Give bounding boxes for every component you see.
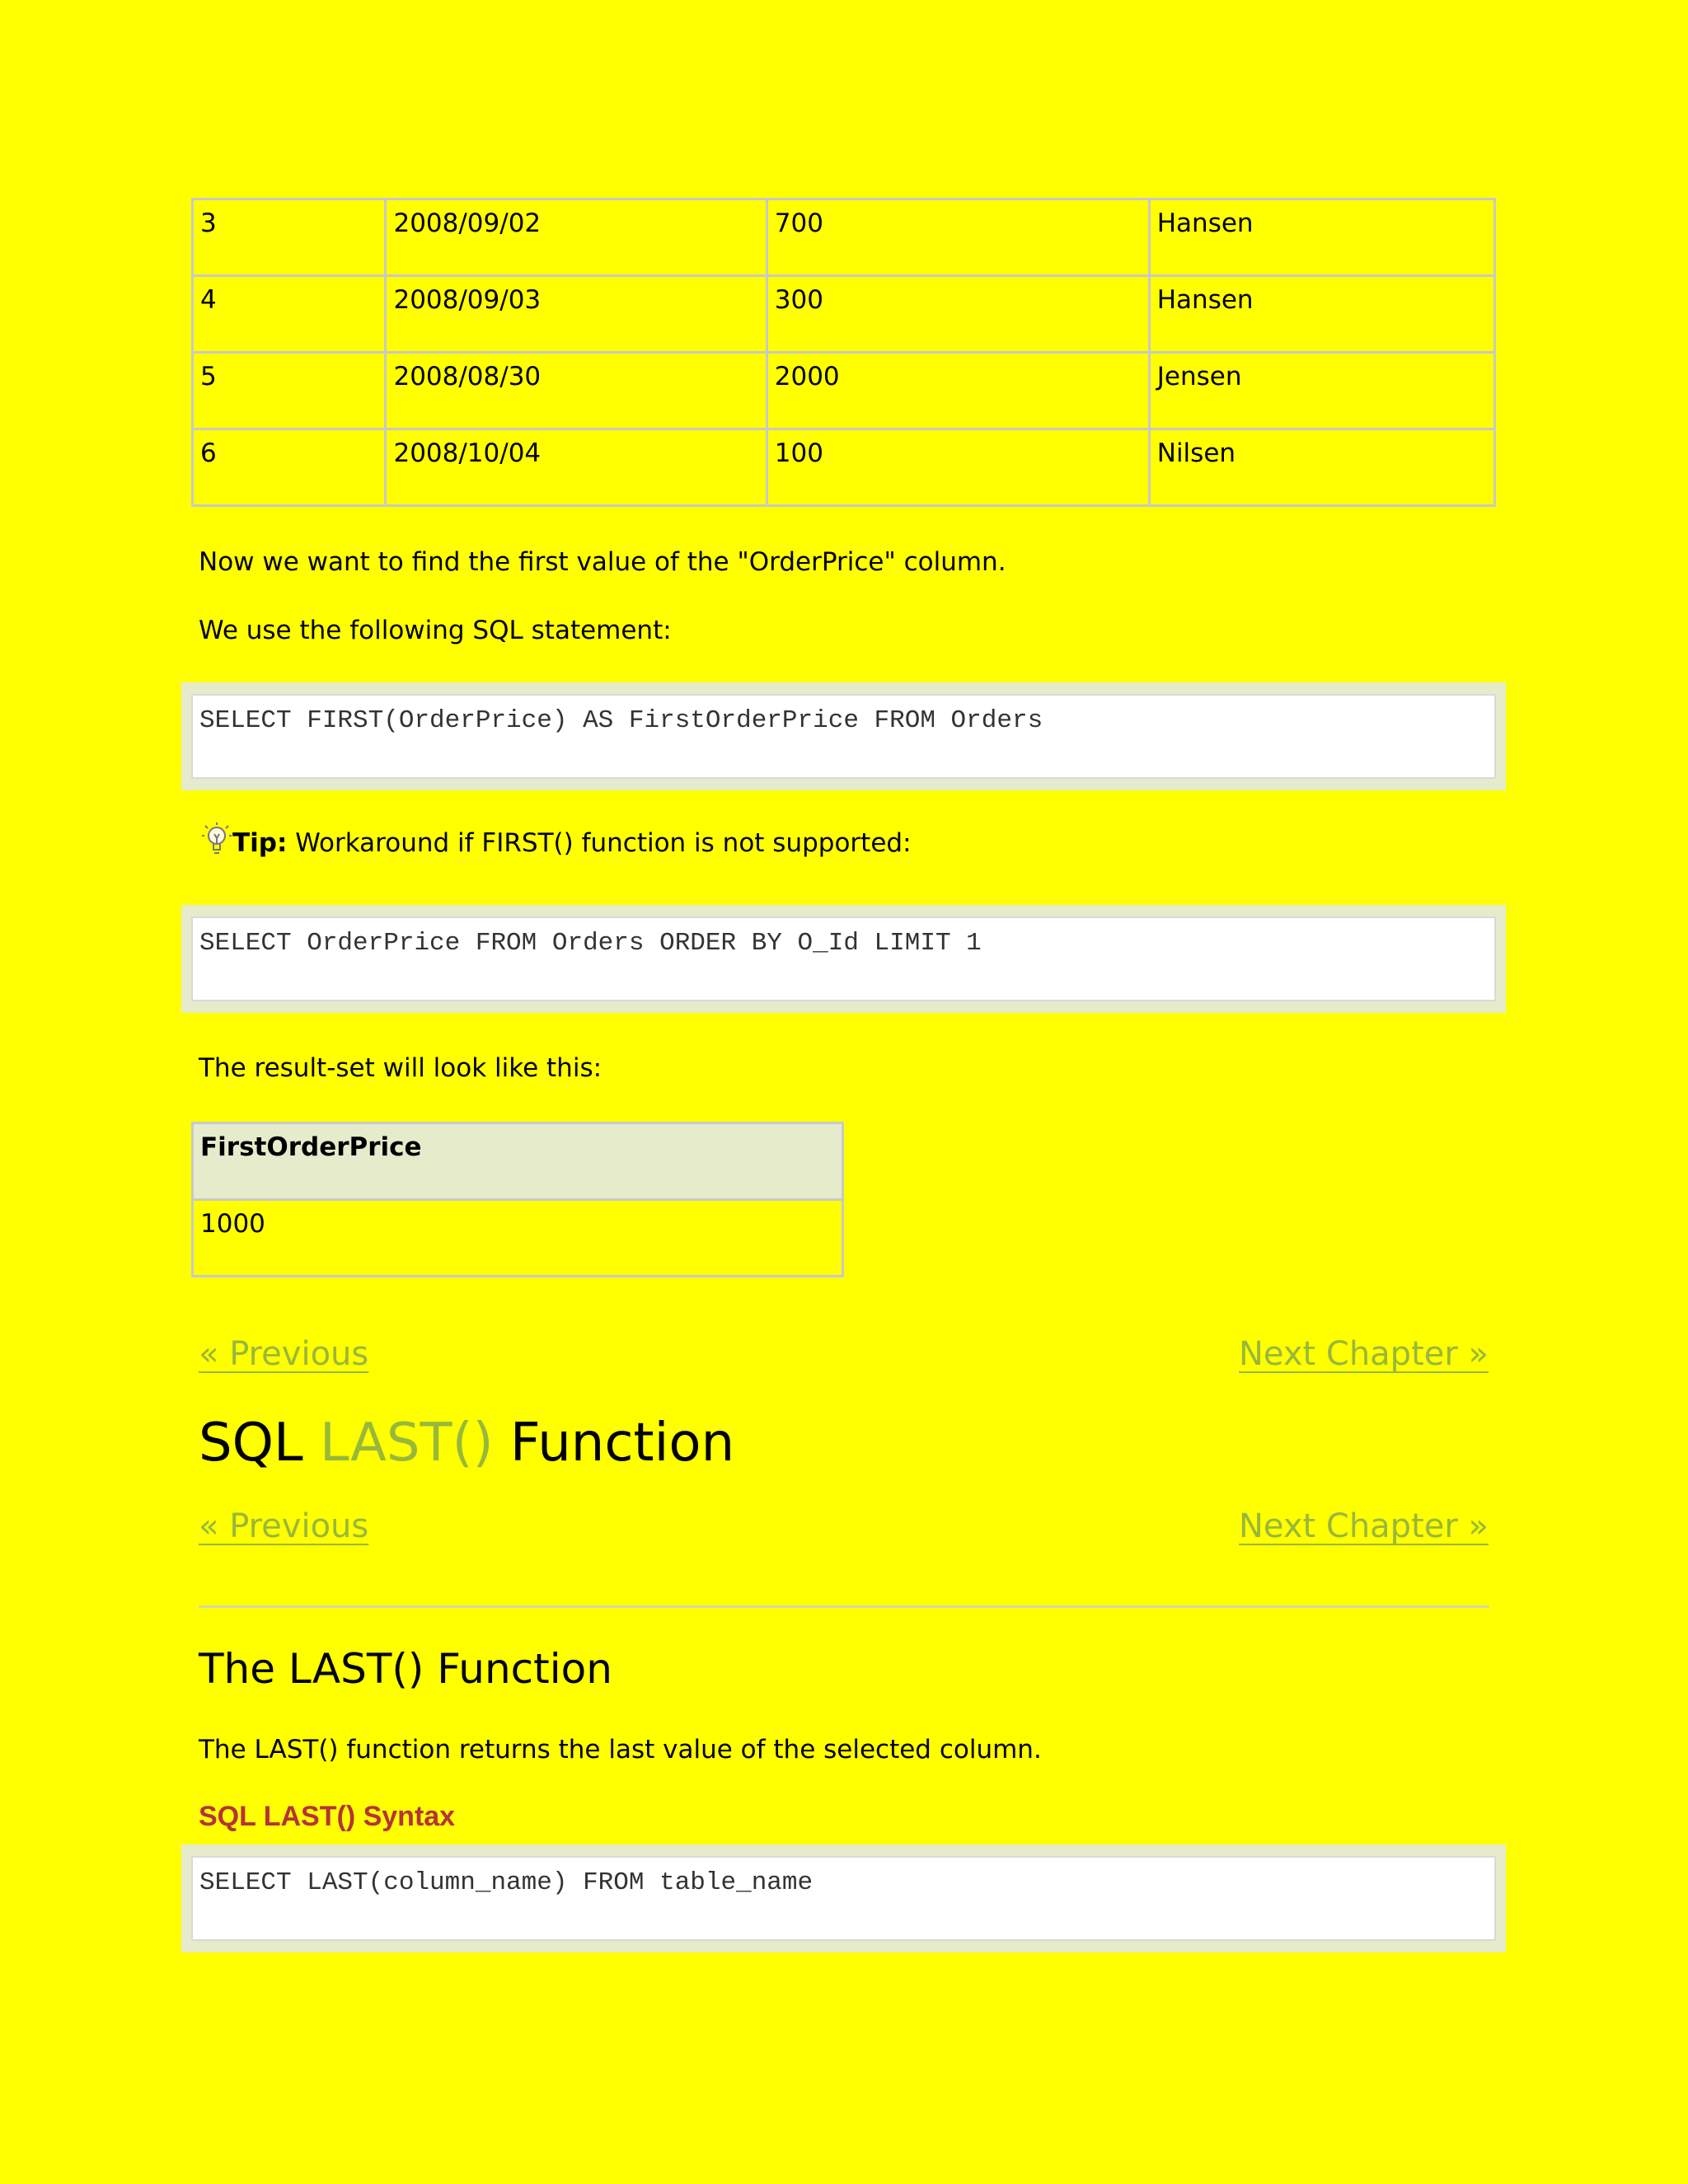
table-cell-customer: Hansen [1149,199,1494,276]
title-accent: LAST() [320,1413,494,1474]
tip-label: Tip: [232,828,288,858]
code-block-syntax [181,1844,1506,1952]
table-row [193,276,1495,353]
code-text[interactable]: SELECT FIRST(OrderPrice) AS FirstOrderPrice FROM Orders [199,706,1043,735]
divider [199,1605,1489,1608]
previous-link[interactable]: « Previous [199,1507,369,1545]
table-cell-order-price: 100 [767,429,1149,506]
table-header-first-order-price: FirstOrderPrice [193,1123,843,1200]
code-text[interactable]: SELECT LAST(column_name) FROM table_name [199,1868,814,1897]
table-cell-order-price: 700 [767,199,1149,276]
result-intro-paragraph: The result-set will look like this: [199,1053,603,1083]
table-cell-order-price: 2000 [767,353,1149,429]
syntax-heading: SQL LAST() Syntax [199,1801,456,1832]
previous-link[interactable]: « Previous [199,1335,369,1373]
intro-paragraph: Now we want to find the first value of the "OrderPrice" column. [199,547,1006,577]
table-row [193,353,1495,429]
section-heading: The LAST() Function [199,1645,612,1693]
use-statement-paragraph: We use the following SQL statement: [199,616,672,645]
code-block-first [181,682,1506,790]
code-block-workaround [181,905,1506,1013]
table-cell-customer: Hansen [1149,276,1494,353]
code-box [191,694,1496,779]
table-cell-customer: Nilsen [1149,429,1494,506]
table-cell-o-id: 4 [193,276,386,353]
lightbulb-icon [201,822,232,858]
table-cell-order-price: 300 [767,276,1149,353]
table-cell-first-order-price: 1000 [193,1200,843,1277]
table-row [193,1200,843,1277]
table-row [193,429,1495,506]
table-cell-order-date: 2008/08/30 [386,353,767,429]
table-cell-order-date: 2008/10/04 [386,429,767,506]
tip [201,828,912,858]
table-cell-customer: Jensen [1149,353,1494,429]
page-title [199,1413,734,1474]
table-cell-o-id: 6 [193,429,386,506]
next-chapter-link[interactable]: Next Chapter » [1238,1507,1489,1545]
title-part-function: Function [493,1413,735,1474]
code-text[interactable]: SELECT OrderPrice FROM Orders ORDER BY O_Id LIMIT 1 [199,929,982,958]
orders-table [191,198,1496,507]
result-table [191,1122,844,1277]
tip-text: Workaround if FIRST() function is not supported: [287,828,912,858]
code-box [191,916,1496,1001]
table-header-row [193,1123,843,1200]
next-chapter-link[interactable]: Next Chapter » [1238,1335,1489,1373]
table-cell-order-date: 2008/09/02 [386,199,767,276]
title-part-sql: SQL [199,1413,320,1474]
section-description: The LAST() function returns the last value of the selected column. [199,1735,1042,1765]
table-cell-o-id: 3 [193,199,386,276]
table-row [193,199,1495,276]
table-cell-o-id: 5 [193,353,386,429]
table-cell-order-date: 2008/09/03 [386,276,767,353]
code-box [191,1856,1496,1941]
